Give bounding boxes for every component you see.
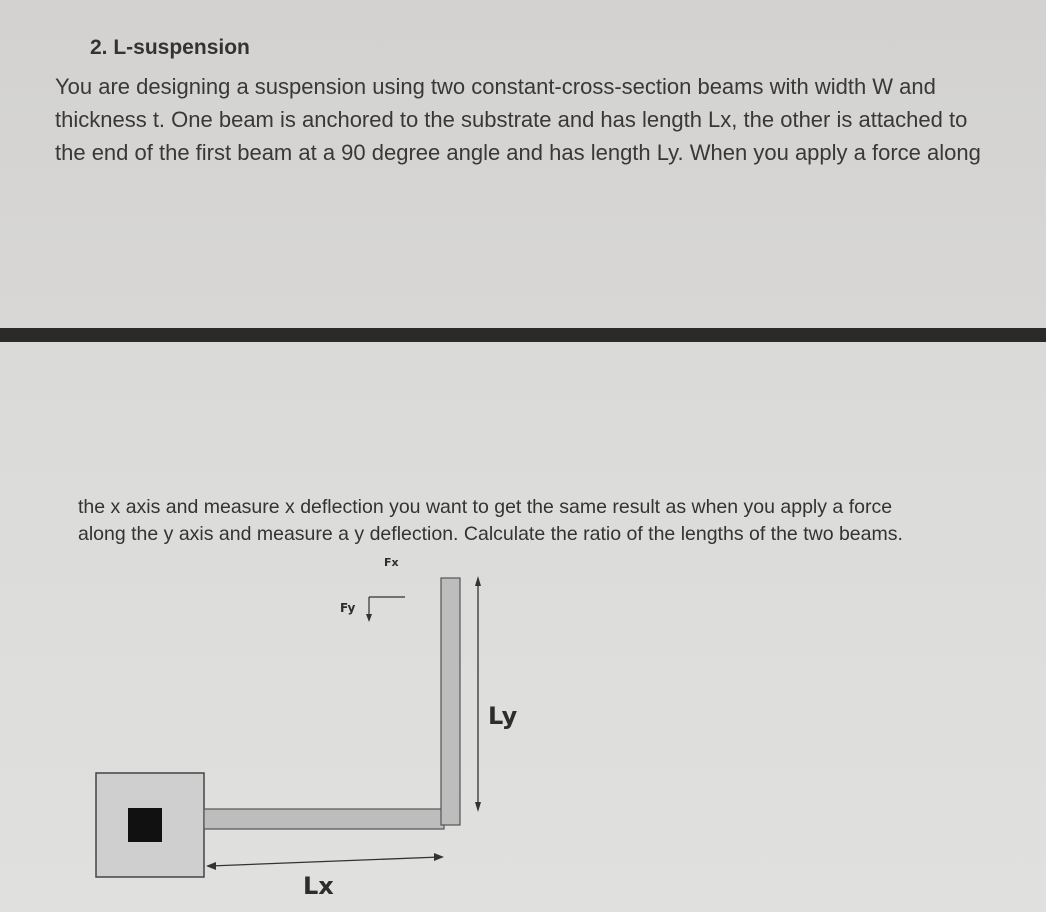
paragraph-1-line-1: You are designing a suspension using two constant-cross-section beams with width W and	[55, 74, 936, 99]
lx-arrowhead-left	[206, 862, 216, 870]
problem-heading: 2. L-suspension	[90, 36, 250, 59]
paragraph-2-line-1: the x axis and measure x deflection you want to get the same result as when you apply a force	[78, 496, 893, 518]
beam-lx	[204, 809, 444, 829]
paragraph-1-line-3: the end of the first beam at a 90 degree angle and has length Ly. When you apply a force along	[55, 140, 981, 165]
lx-arrowhead-right	[434, 853, 444, 861]
ly-arrowhead-top	[475, 576, 481, 586]
label-ly: Ly	[488, 702, 518, 730]
ly-arrowhead-bottom	[475, 802, 481, 812]
label-fx: Fx	[384, 556, 399, 569]
beam-ly	[441, 578, 460, 825]
lx-dimension-line	[210, 857, 440, 866]
label-fy: Fy	[340, 601, 356, 615]
paragraph-1-line-2: thickness t. One beam is anchored to the substrate and has length Lx, the other is attached to	[55, 107, 968, 132]
label-lx: Lx	[303, 872, 334, 900]
force-y-arrowhead	[366, 614, 372, 622]
paragraph-2-line-2: along the y axis and measure a y deflection. Calculate the ratio of the lengths of the two beams.	[78, 523, 903, 545]
anchor-point	[128, 808, 162, 842]
